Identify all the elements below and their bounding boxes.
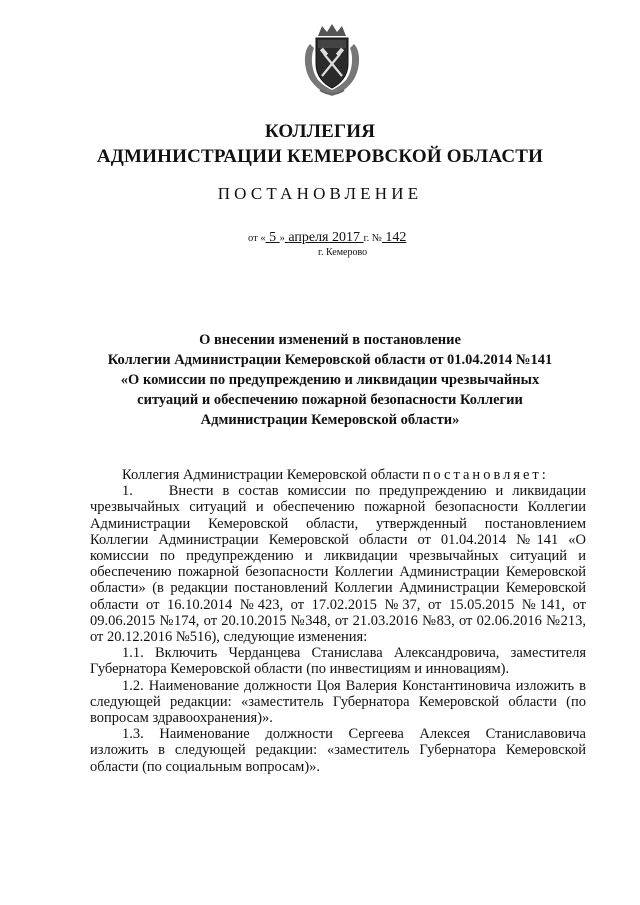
paragraph-1-2: 1.2. Наименование должности Цоя Валерия Константиновича изложить в следующей редакции: «заместитель Губернатора Кемеровской области (по вопросам здравоохранения)». — [90, 677, 586, 727]
document-type: ПОСТАНОВЛЕНИЕ — [217, 184, 423, 203]
date-year-suffix: г. — [363, 233, 370, 244]
intro-paragraph — [90, 467, 586, 483]
date-quote-open: « — [260, 233, 266, 244]
intro-decree-word: постановляет: — [422, 467, 549, 483]
intro-text: Коллегия Администрации Кемеровской области — [122, 467, 420, 483]
paragraph-1: 1. Внести в состав комиссии по предупреждению и ликвидации чрезвычайных ситуаций и обеспечению пожарной безопасности Коллегии Администрации Кемеровской области, утвержденный постановлением Коллегии Администрации Кемеровской области от 01.04.2014 №141 «О комиссии по предупреждению и ликвидации чрезвычайных ситуаций и обеспечению пожарной безопасности Коллегии Администрации Кемеровской области» (в редакции постановлений Коллегии Администрации Кемеровской области от 16.10.2014 №423, от 17.02.2015 №37, от 15.05.2015 №141, от 09.06.2015 №174, от 20.10.2015 №348, от 21.03.2016 №83, от 02.06.2016 №213, от 20.12.2016 №516), следующие изменения: — [90, 483, 586, 646]
date-quote-close: » — [279, 233, 285, 244]
date-day: 5 — [269, 230, 277, 245]
org-name-line-2: АДМИНИСТРАЦИИ КЕМЕРОВСКОЙ ОБЛАСТИ — [96, 146, 544, 167]
subject-line: «О комиссии по предупреждению и ликвидации чрезвычайных — [120, 372, 540, 388]
number-sign: № — [371, 233, 382, 244]
document-number: 142 — [385, 230, 407, 245]
document-date-number — [248, 230, 406, 246]
subject-line: Коллегии Администрации Кемеровской области от 01.04.2014 №141 — [107, 352, 553, 368]
paragraph-1-3: 1.3. Наименование должности Сергеева Алексея Станиславовича изложить в следующей редакции: «заместитель Губернатора Кемеровской области (по социальным вопросам)». — [90, 726, 586, 775]
document-body — [90, 467, 586, 775]
paragraph-1-1: 1.1. Включить Черданцева Станислава Александровича, заместителя Губернатора Кемеровской области (по инвестициям и инновациям). — [90, 645, 586, 678]
document-subject — [90, 330, 570, 430]
org-name-line-1: КОЛЛЕГИЯ — [264, 121, 376, 142]
document-city: г. Кемерово — [318, 247, 368, 258]
coat-of-arms-icon — [300, 22, 364, 98]
subject-line: О внесении изменений в постановление — [199, 332, 461, 348]
subject-line: Администрации Кемеровской области» — [200, 412, 460, 428]
date-month-year: апреля 2017 — [288, 230, 360, 245]
date-from-label: от — [248, 233, 258, 244]
subject-line: ситуаций и обеспечению пожарной безопасности Коллегии — [137, 392, 523, 408]
